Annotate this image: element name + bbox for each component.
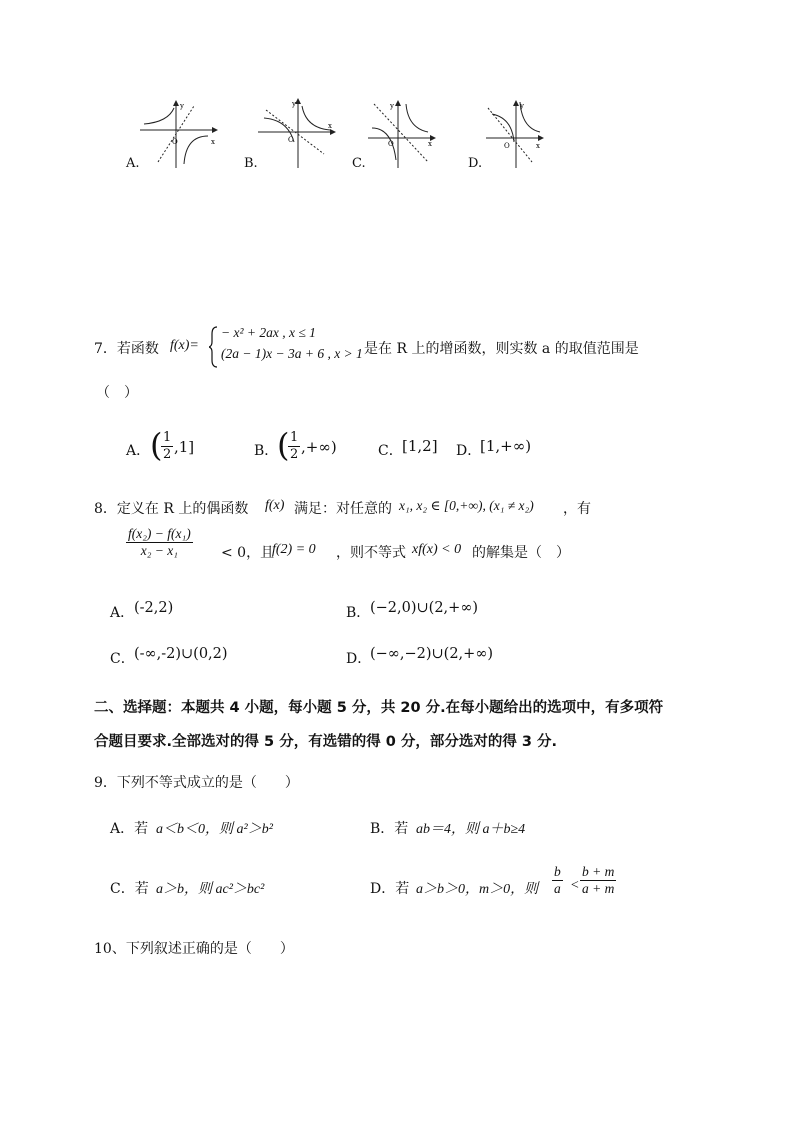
q8-frac-num: f(x₂) − f(x₁) xyxy=(126,526,193,543)
q7-option-c-value: [1,2] xyxy=(402,437,438,455)
q9-option-b-value: ab＝4，则 a＋b≥4 xyxy=(416,822,526,837)
q8-line1-c: x₁, x₂ ∈ [0,+∞), (x₁ ≠ x₂) xyxy=(399,498,534,513)
q7-option-a-den: 2 xyxy=(163,446,172,462)
q8-line1-d: ，有 xyxy=(563,501,591,517)
graph-a-figure xyxy=(140,98,220,170)
graph-b-figure xyxy=(258,98,338,170)
q8-line1-a: 8．定义在 R 上的偶函数 xyxy=(94,501,249,517)
q7-stem-tail: 是在 R 上的增函数，则实数 a 的取值范围是 xyxy=(364,341,639,357)
q9-stem: 9．下列不等式成立的是（ ） xyxy=(94,775,299,791)
q7-answer-paren: （ ） xyxy=(96,385,138,401)
graph-d-origin: O xyxy=(504,142,510,150)
q9-d-frac2-den: a + m xyxy=(582,881,615,897)
q7-left-brace xyxy=(209,326,219,368)
q9-d-frac1-den: a xyxy=(554,881,561,897)
q7-option-c-label: C． xyxy=(378,443,403,459)
q7-option-d-label: D． xyxy=(456,443,482,459)
graph-a-label[interactable]: A. xyxy=(126,156,140,171)
section-2-line-2: 合题目要求.全部选对的得 5 分，有选错的得 0 分，部分选对的得 3 分. xyxy=(94,734,558,750)
q9-d-frac1-num: b xyxy=(554,864,561,879)
q8-option-d-label: D． xyxy=(346,651,372,667)
q8-option-a-label: A． xyxy=(110,605,135,621)
graph-d-figure xyxy=(486,98,566,170)
q8-line2-a: < 0，且 xyxy=(221,545,275,561)
graph-b-label[interactable]: B. xyxy=(244,156,258,171)
q7-option-a-label: A． xyxy=(126,443,151,459)
q8-line2-e: 的解集是（ ） xyxy=(472,545,570,561)
q7-option-a-fraction xyxy=(161,430,173,462)
graph-c-label[interactable]: C. xyxy=(352,156,366,171)
q7-option-a-open: ( xyxy=(150,426,163,464)
q8-line2-c: ，则不等式 xyxy=(336,545,406,561)
graph-c-x-label: x xyxy=(428,140,432,148)
graph-d-label[interactable]: D. xyxy=(468,156,483,171)
graph-d-y-label: y xyxy=(520,102,524,110)
q7-option-b-fraction xyxy=(288,430,300,462)
q7-option-b-label: B． xyxy=(254,443,279,459)
q8-line2-b: f(2) = 0 xyxy=(272,542,316,557)
q9-d-frac2-num: b + m xyxy=(580,864,616,881)
graph-c-origin: O xyxy=(388,140,394,148)
q8-difference-quotient xyxy=(126,526,193,559)
q7-option-d-value: [1,+∞) xyxy=(480,437,532,455)
q8-option-b-value: (−2,0)∪(2,+∞) xyxy=(370,600,479,616)
q9-option-d-label: D．若 xyxy=(370,881,410,897)
q8-option-b-label: B． xyxy=(346,605,371,621)
q8-option-d-value: (−∞,−2)∪(2,+∞) xyxy=(370,646,494,662)
q9-option-c-value: a＞b，则 ac²＞bc² xyxy=(156,882,265,897)
q9-option-a-value: a＜b＜0，则 a²＞b² xyxy=(156,822,273,837)
q7-case-2: (2a − 1)x − 3a + 6 , x > 1 xyxy=(221,346,363,361)
graph-c-y-label: y xyxy=(390,102,394,110)
q7-option-b-den: 2 xyxy=(290,446,299,462)
q9-option-d-value: a＞b＞0，m＞0，则 xyxy=(416,882,539,897)
q7-function-name: f(x)= xyxy=(170,338,199,353)
q8-frac-den: x₂ − x₁ xyxy=(140,543,178,559)
q9-option-c-label: C．若 xyxy=(110,881,149,897)
q8-line1-fx: f(x) xyxy=(265,498,285,513)
q9-option-d-fraction-2 xyxy=(580,864,616,897)
q9-option-a-label: A．若 xyxy=(110,821,149,837)
q7-case-1: − x² + 2ax , x ≤ 1 xyxy=(221,325,316,340)
q7-number: 7．若函数 xyxy=(94,341,159,357)
graph-a-x-label: x xyxy=(211,138,215,146)
q8-line1-b: 满足：对任意的 xyxy=(294,501,392,517)
graph-c-figure xyxy=(368,98,448,170)
q9-option-d-fraction-1 xyxy=(552,864,563,897)
q8-option-c-label: C． xyxy=(110,651,135,667)
q10-stem: 10、下列叙述正确的是（ ） xyxy=(94,941,294,957)
q7-option-a-rest: ,1] xyxy=(174,438,195,456)
q8-option-c-value: (-∞,-2)∪(0,2) xyxy=(134,646,228,662)
q8-option-a-value: (-2,2) xyxy=(134,600,174,616)
graph-a-origin: O xyxy=(172,138,178,146)
q9-option-b-label: B．若 xyxy=(370,821,409,837)
graph-b-x-label: x xyxy=(328,122,332,130)
q8-line2-d: xf(x) < 0 xyxy=(412,542,462,557)
q7-option-b-rest: ,+∞) xyxy=(301,438,337,456)
q7-option-b-num: 1 xyxy=(290,430,299,445)
section-2-line-1: 二、选择题：本题共 4 小题，每小题 5 分，共 20 分.在每小题给出的选项中，有多项符 xyxy=(94,700,664,716)
graph-a-y-label: y xyxy=(180,102,184,110)
q7-option-b-open: ( xyxy=(277,426,290,464)
graph-b-origin: O xyxy=(288,136,294,144)
graph-d-x-label: x xyxy=(536,142,540,150)
q9-option-d-lt: < xyxy=(570,878,580,893)
q7-option-a-num: 1 xyxy=(163,430,172,445)
graph-b-y-label: y xyxy=(292,100,296,108)
